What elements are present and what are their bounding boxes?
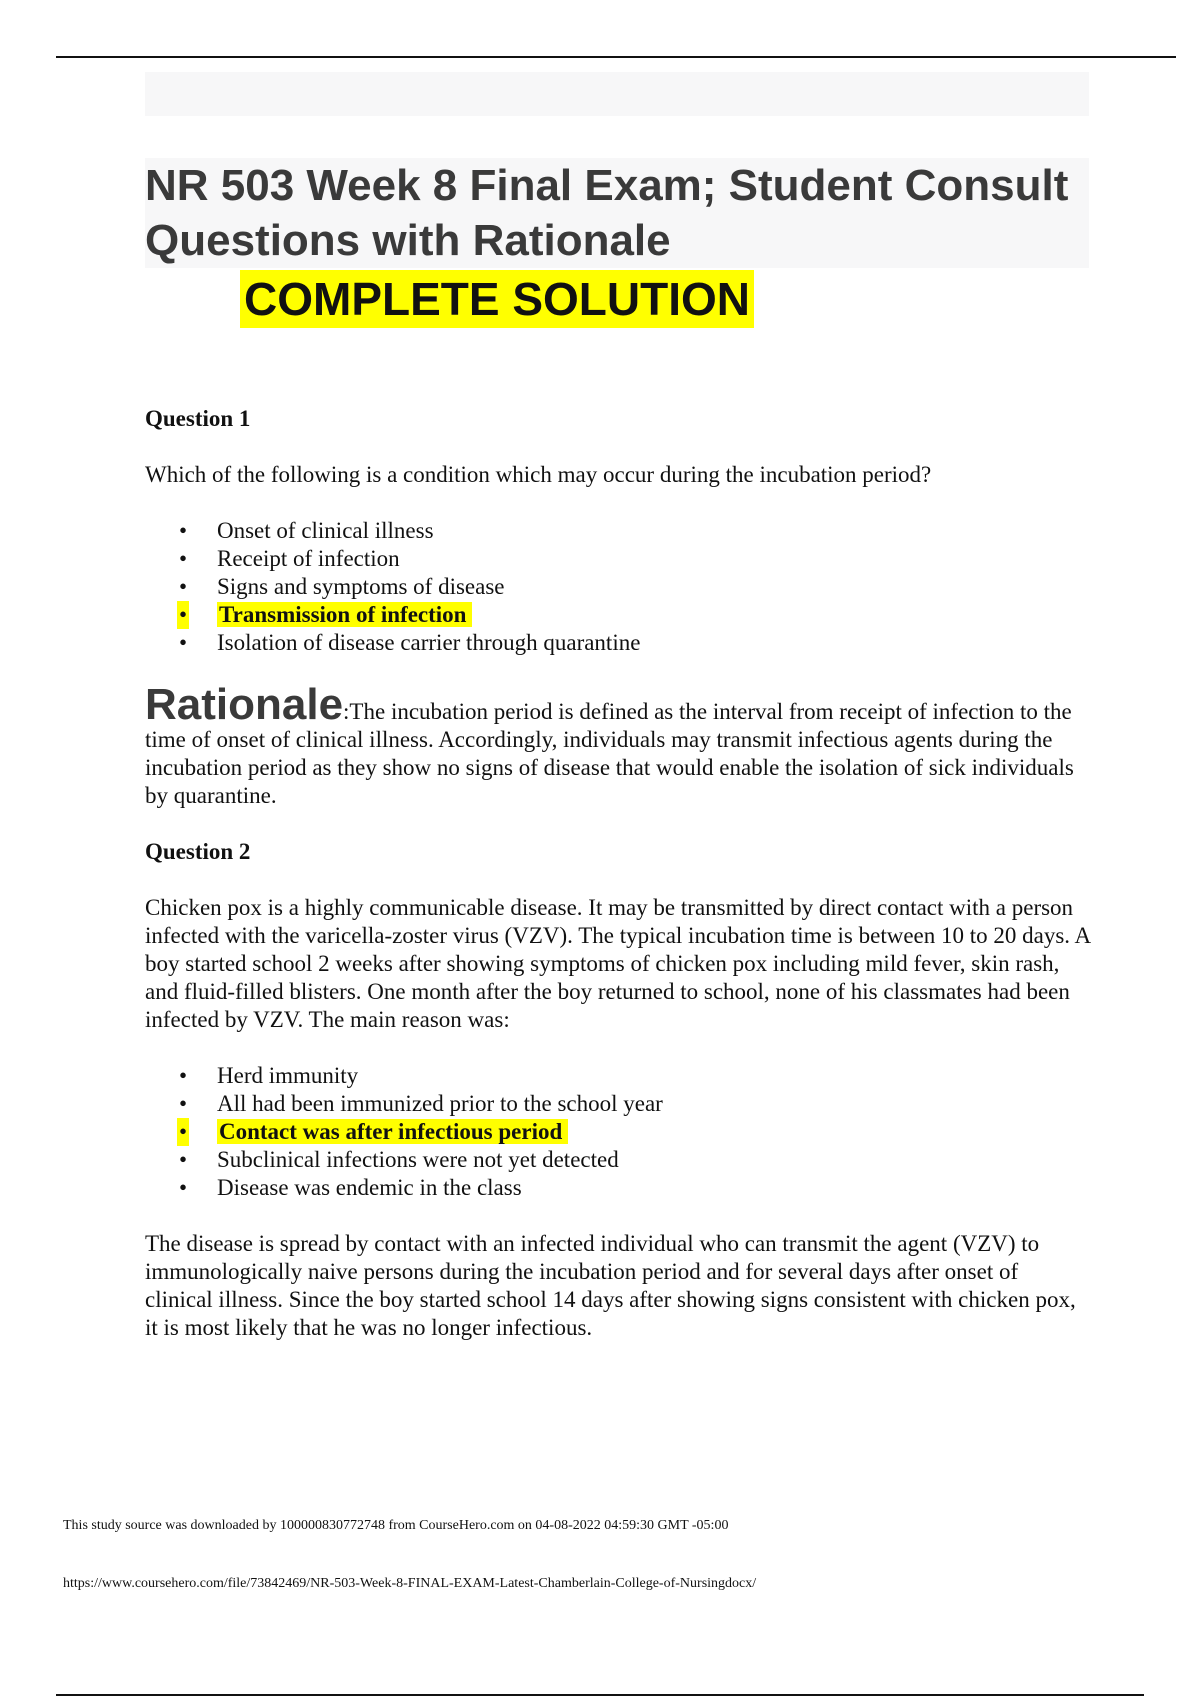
option-text: Isolation of disease carrier through quarantine (217, 630, 641, 655)
bullet-icon: • (179, 574, 188, 599)
document-body (145, 405, 1090, 1370)
top-rule (56, 56, 1176, 58)
header-band (145, 72, 1089, 116)
bullet-icon: • (179, 1091, 188, 1116)
complete-solution-banner: COMPLETE SOLUTION (240, 270, 754, 328)
question-1-rationale (145, 680, 1090, 810)
bullet-icon: • (179, 1063, 188, 1088)
option-item (145, 517, 1090, 545)
question-1-prompt: Which of the following is a condition which may occur during the incubation period? (145, 462, 932, 487)
option-item (145, 545, 1090, 573)
option-item (145, 1146, 1090, 1174)
question-2 (145, 838, 1090, 1342)
bullet-icon: • (179, 630, 188, 655)
question-1-heading: Question 1 (145, 406, 251, 431)
option-item (145, 573, 1090, 601)
question-2-options (145, 1062, 1090, 1202)
document-title: NR 503 Week 8 Final Exam; Student Consult Questions with Rationale (145, 161, 1069, 265)
bullet-icon: • (179, 518, 188, 543)
question-2-prompt: Chicken pox is a highly communicable disease. It may be transmitted by direct contact with a person infected with the varicella-zoster virus (VZV). The typical incubation time is between 10 to 20 days. A boy started school 2 weeks after showing symptoms of chicken pox including mild fever, skin rash, and fluid-filled blisters. One month after the boy returned to school, none of his classmates had been infected by VZV. The main reason was: (145, 895, 1090, 1032)
option-text: Disease was endemic in the class (217, 1175, 522, 1200)
bullet-icon: • (179, 1147, 188, 1172)
bullet-icon: • (179, 602, 188, 627)
rationale-label: Rationale (145, 680, 344, 729)
option-item (145, 1062, 1090, 1090)
question-2-heading: Question 2 (145, 839, 251, 864)
subtitle-wrap (240, 270, 754, 328)
option-item (145, 1174, 1090, 1202)
bullet-icon: • (179, 1175, 188, 1200)
correct-option-text: Transmission of infection (217, 602, 472, 627)
bottom-rule (56, 1694, 1144, 1696)
rationale-text: :The incubation period is defined as the interval from receipt of infection to the time of onset of clinical illness. Accordingly, individuals may transmit infectious agents during the incubation period as they show no signs of disease that would enable the isolation of sick individuals by quarantine. (145, 699, 1074, 808)
option-item-correct (145, 601, 1090, 629)
option-text: Receipt of infection (217, 546, 400, 571)
option-text: Herd immunity (217, 1063, 359, 1088)
source-url[interactable]: https://www.coursehero.com/file/73842469/NR-503-Week-8-FINAL-EXAM-Latest-Chamberlain-College-of-Nursingdocx/ (63, 1576, 757, 1591)
download-notice: This study source was downloaded by 100000830772748 from CourseHero.com on 04-08-2022 04:59:30 GMT -05:00 (63, 1518, 729, 1533)
option-item (145, 1090, 1090, 1118)
bullet-icon: • (179, 546, 188, 571)
option-text: Onset of clinical illness (217, 518, 434, 543)
option-item (145, 629, 1090, 657)
correct-option-text: Contact was after infectious period (217, 1119, 568, 1144)
question-1-options (145, 517, 1090, 657)
option-text: Signs and symptoms of disease (217, 574, 505, 599)
question-2-explanation: The disease is spread by contact with an infected individual who can transmit the agent (VZV) to immunologically naive persons during the incubation period and for several days after onset of clinical illness. Since the boy started school 14 days after showing signs consistent with chicken pox, it is most likely that he was no longer infectious. (145, 1231, 1076, 1340)
bullet-icon: • (179, 1119, 188, 1144)
question-1 (145, 405, 1090, 810)
option-text: Subclinical infections were not yet detected (217, 1147, 619, 1172)
option-item-correct (145, 1118, 1090, 1146)
option-text: All had been immunized prior to the school year (217, 1091, 663, 1116)
